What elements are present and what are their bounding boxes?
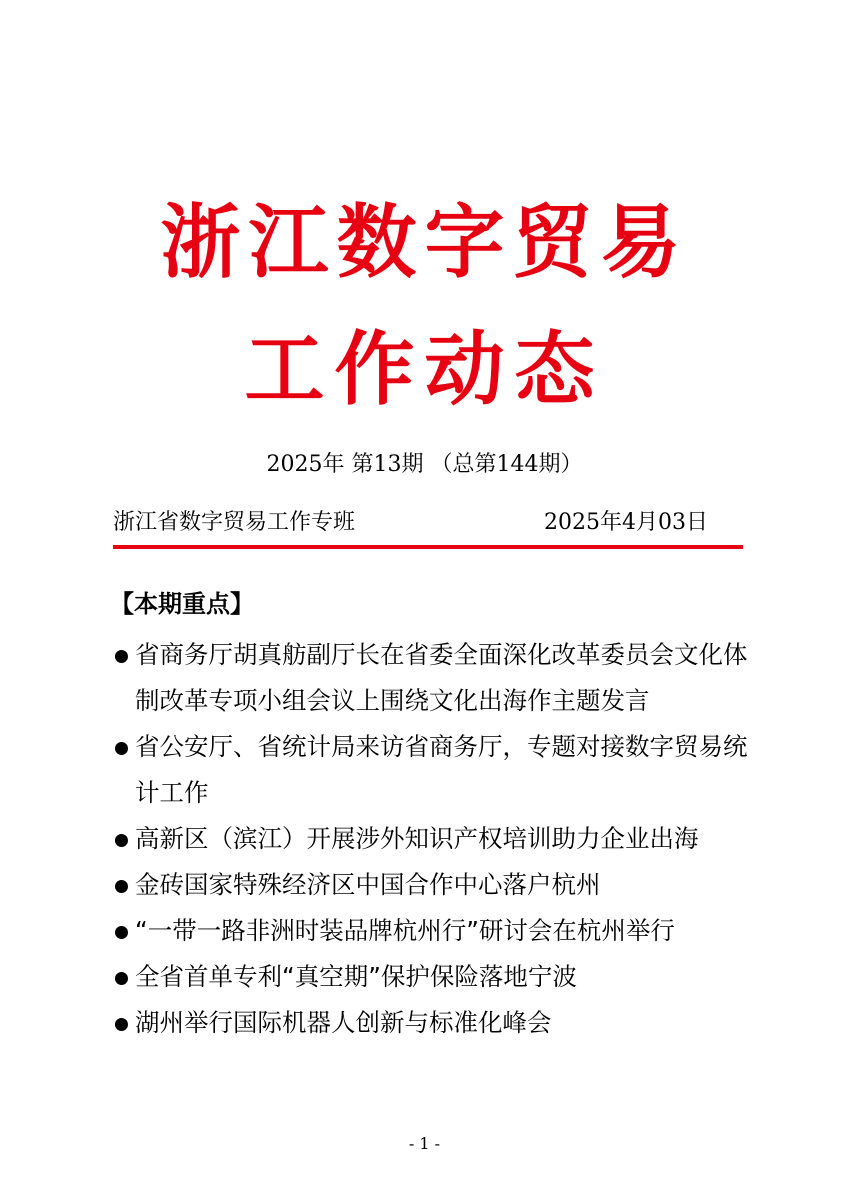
bullet-dot-icon bbox=[115, 834, 128, 847]
list-item bbox=[111, 954, 751, 1000]
list-item bbox=[111, 816, 751, 862]
list-item bbox=[111, 632, 751, 724]
document-title-line-2: 工作动态 bbox=[244, 323, 605, 416]
issue-date: 2025年4月03日 bbox=[544, 510, 708, 535]
highlights-heading: 【本期重点】 bbox=[110, 590, 254, 618]
document-title-line-1: 浙江数字贸易 bbox=[160, 196, 689, 289]
list-item-text: 金砖国家特殊经济区中国合作中心落户杭州 bbox=[135, 870, 601, 899]
highlights-list bbox=[111, 632, 751, 1046]
page-number: - 1 - bbox=[408, 1134, 441, 1153]
bullet-dot-icon bbox=[115, 972, 128, 985]
list-item-text: 省公安厅、省统计局来访省商务厅，专题对接数字贸易统计工作 bbox=[135, 732, 748, 807]
list-item-text: 全省首单专利“真空期”保护保险落地宁波 bbox=[135, 962, 577, 991]
list-item-text: 高新区（滨江）开展涉外知识产权培训助力企业出海 bbox=[135, 824, 699, 853]
list-item bbox=[111, 1000, 751, 1046]
bullet-dot-icon bbox=[115, 742, 128, 755]
issue-number: 2025年 第13期 （总第144期） bbox=[266, 452, 583, 477]
red-divider-rule bbox=[113, 545, 743, 549]
bullet-dot-icon bbox=[115, 926, 128, 939]
list-item-text: 湖州举行国际机器人创新与标准化峰会 bbox=[135, 1008, 552, 1037]
list-item bbox=[111, 862, 751, 908]
list-item-text: “一带一路非洲时装品牌杭州行”研讨会在杭州举行 bbox=[135, 916, 675, 945]
list-item bbox=[111, 724, 751, 816]
issuing-organization: 浙江省数字贸易工作专班 bbox=[113, 510, 356, 535]
bullet-dot-icon bbox=[115, 1018, 128, 1031]
list-item bbox=[111, 908, 751, 954]
bullet-dot-icon bbox=[115, 650, 128, 663]
list-item-text: 省商务厅胡真舫副厅长在省委全面深化改革委员会文化体制改革专项小组会议上围绕文化出海作主题发言 bbox=[135, 640, 748, 715]
bullet-dot-icon bbox=[115, 880, 128, 893]
